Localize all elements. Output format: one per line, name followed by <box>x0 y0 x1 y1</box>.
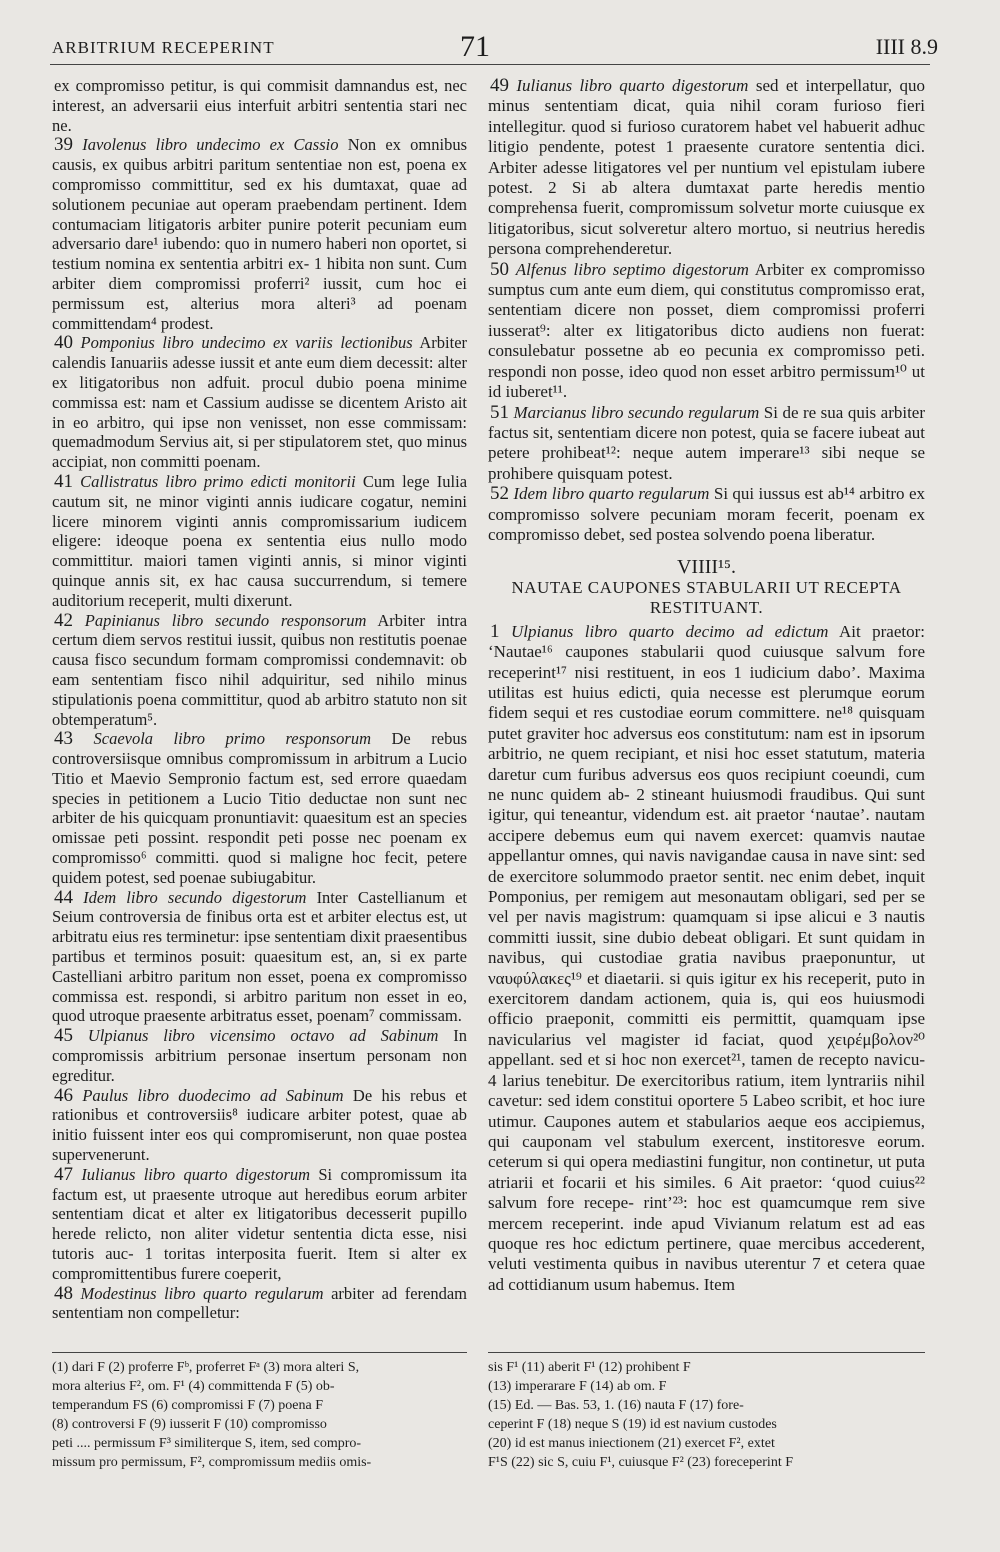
fragment-number: 49 <box>490 75 509 96</box>
fragment-inscription: Idem libro quarto regularum <box>513 484 710 504</box>
page-number: 71 <box>460 30 490 63</box>
fragment-paragraph <box>52 1086 467 1165</box>
fragment-paragraph <box>52 1026 467 1085</box>
fragment-inscription: Ulpianus libro quarto decimo ad edictum <box>510 621 829 641</box>
fragment-text: arbiter ad ferendam sententiam non compelletur: <box>52 1283 467 1323</box>
running-header <box>0 30 1000 66</box>
fragment-paragraph <box>488 76 925 260</box>
fragment-paragraph <box>52 611 467 730</box>
apparatus-line: (8) controversi F (9) iusserit F (10) compromisso <box>52 1417 327 1432</box>
fragment-inscription: Idem libro secundo digestorum <box>83 887 307 907</box>
fragment-inscription: Paulus libro duodecimo ad Sabinum <box>82 1085 344 1105</box>
left-column <box>52 76 467 1323</box>
fragment-text: In compromissis arbitrium personae insertum personam non egreditur. <box>52 1026 468 1085</box>
fragment-paragraph <box>52 888 467 1027</box>
fragment-inscription: Iulianus libro quarto digestorum <box>516 76 749 95</box>
fragment-text: Arbiter calendis Ianuariis adesse iussit et ante eum diem decessit: alter ex litigatoribus non adfuit. procul dubio poena minime commissa est: nam et Cassium audisse se dicentem Aristo ait in eo arbitro, qui ipse non venisset, non esse commissam: quemadmodum Servius ait, si per stipulatorem stet, quo minus accipiat, non committi poenam. <box>52 333 468 472</box>
fragment-paragraph <box>52 333 467 472</box>
fragment-inscription: Callistratus libro primo edicti monitorii <box>80 471 356 491</box>
section-number: VIIII¹⁵. <box>676 556 737 579</box>
fragment-paragraph <box>488 484 925 545</box>
fragment-number: 45 <box>54 1025 73 1047</box>
apparatus-line: peti .... permissum F³ similiterque S, item, sed compro- <box>52 1436 362 1451</box>
fragment-number: 43 <box>54 728 73 750</box>
apparatus-left <box>52 1358 467 1472</box>
fragment-paragraph <box>488 622 925 1295</box>
fragment-number: 50 <box>490 258 509 280</box>
apparatus-line: sis F¹ (11) aberit F¹ (12) prohibent F <box>488 1360 691 1375</box>
fragment-paragraph <box>488 403 925 485</box>
fragment-number: 41 <box>54 470 73 492</box>
apparatus-line: (20) id est manus iniectionem (21) exercet F², extet <box>488 1436 775 1451</box>
section-heading <box>488 557 925 617</box>
fragment-number: 51 <box>490 401 509 423</box>
fragment-text: De rebus controversiisque omnibus compromissum in arbitrum a Lucio Titio et Maevio Sempronio factum est, sed errore quaedam species in petitionem a Lucio Titio deductae non sunt nec arbiter de his quicquam pronuntiavit: quaesitum est an species omissae peti possint. respondit peti posse nec poenam ex compromisso⁶ committi. quod si maligne hoc fecit, petere quidem potest, sed poenae subiugabitur. <box>52 729 467 887</box>
fragment-number: 48 <box>54 1282 73 1304</box>
fragment-number: 47 <box>54 1163 73 1185</box>
section-text <box>488 622 925 1295</box>
fragment-text: Arbiter ex compromisso sumptus cum ante eum diem, qui constitutus compromisso erat, sententiam dicere non posset, diem compromissi proferri iusserat⁹: alter ex litigatoribus dicto audiens non fuerat: consulebatur possetne ab eo pecunia ex compromisso peti. respondi non posse, ideo quod non esset arbitro permissum¹⁰ ut id iuberet¹¹. <box>488 259 926 402</box>
fragment-number: 52 <box>490 483 509 505</box>
apparatus-line: mora alterius F², om. F¹ (4) committenda F (5) ob- <box>52 1379 335 1394</box>
fragment-text: De his rebus et rationibus et controversiis⁸ iudicare arbiter potest, quae ab initio fuissent inter eos qui compromiserunt, non quae postea supervenerunt. <box>52 1085 468 1165</box>
apparatus-line: F¹S (22) sic S, cuiu F¹, cuiusque F² (23) foreceperint F <box>488 1455 793 1470</box>
fragment-inscription: Marcianus libro secundo regularum <box>513 402 760 422</box>
apparatus-line: temperandum FS (6) compromissi F (7) poena F <box>52 1398 324 1413</box>
fragment-text: Non ex omnibus causis, ex quibus arbitri paritum sententiae non est, poena ex compromisso committitur, sed ex his dumtaxat, quae ad solutionem pecuniae aut operam praebendam pertinent. Idem contumaciam litigatoris arbiter punire poterit pecuniam eum adversario dare¹ iubendo: quo in numero haberi non oportet, si testium nomina ex sententia arbitri ex- 1 hibita non sunt. Cum arbiter diem compromissi proferri² iussit, cum hoc ei permissum est, alterius mora alteri³ ad poenam committendam⁴ prodest. <box>52 135 467 333</box>
fragment-paragraph <box>52 1284 467 1324</box>
fragment-paragraph <box>52 472 467 611</box>
fragment-text: Inter Castellianum et Seium controversia de finibus orta est et arbiter electus est, ut arbitratu eius res terminetur: ipse sententiam dixit praesentibus partibus et terminos posuit: quaesitum est, an, si ex parte Castelliani arbitro paritum non esset, poena ex compromisso commissa est. respondi, si arbitro paritum non esset in eo, quod utroque praesente arbitratus esset, poenam⁷ commissam. <box>52 887 467 1026</box>
fragment-paragraph <box>488 260 925 403</box>
fragment-inscription: Ulpianus libro vicensimo octavo ad Sabinum <box>87 1026 439 1046</box>
fragment-number: 42 <box>54 609 73 631</box>
fragment-number: 40 <box>54 332 73 354</box>
fragment-paragraph <box>52 729 467 887</box>
fragment-inscription: Pomponius libro undecimo ex variis lectionibus <box>80 333 413 353</box>
fragment-inscription: Iulianus libro quarto digestorum <box>81 1164 311 1184</box>
fragment-inscription: Papinianus libro secundo responsorum <box>84 610 367 630</box>
fragment-paragraph <box>52 1165 467 1284</box>
apparatus-line: (15) Ed. — Bas. 53, 1. (16) nauta F (17) fore- <box>488 1398 744 1413</box>
fragment-inscription: Modestinus libro quarto regularum <box>80 1283 324 1303</box>
fragment-text: Arbiter intra certum diem servos restitui iussit, quibus non restitutis poenae causa fisco secundum formam compromissi condemnavit: ob eam sententiam fisco nihil adquiritur, sed nihilo minus stipulationis poena committitur, quod ab arbitro statuto non sit obtemperatum⁵. <box>52 610 468 729</box>
fragment-number: 1 <box>490 620 500 642</box>
fragment-paragraph <box>52 135 467 333</box>
fragment-inscription: Scaevola libro primo responsorum <box>93 729 372 749</box>
apparatus-line: (1) dari F (2) proferre Fᵇ, proferret Fᵃ (3) mora alteri S, <box>52 1360 360 1375</box>
right-column <box>488 76 925 1295</box>
fragment-text: Si qui iussus est ab¹⁴ arbitro ex compromisso solvere pecuniam moram fecerit, poenam ex compromisso debet, sed postea solvendo poena liberatur. <box>488 484 925 544</box>
apparatus-line: ceperint F (18) neque S (19) id est navium custodes <box>488 1417 777 1432</box>
fragment-number: 39 <box>54 134 73 156</box>
fragment-inscription: Iavolenus libro undecimo ex Cassio <box>82 135 339 155</box>
fragment-inscription: Alfenus libro septimo digestorum <box>515 259 749 279</box>
footnote-rule-right <box>488 1352 925 1353</box>
running-title: ARBITRIUM RECEPERINT <box>52 38 275 57</box>
fragment-paragraph <box>52 76 467 135</box>
apparatus-right <box>488 1358 925 1472</box>
fragment-text: Si compromissum ita factum est, ut praesente utroque aut heredibus eorum arbiter sententiam dicat et alter ex litigatoribus decesserit pupillo herede relicto, non aliter videtur sententia dicta esse, nisi tutoris auc- 1 toritas interposita fuerit. Item si alter ex compromittentibus furere coeperit, <box>52 1164 467 1283</box>
book-title-reference: IIII 8.9 <box>875 34 938 59</box>
fragment-number: 46 <box>54 1084 73 1106</box>
fragment-text: Cum lege Iulia cautum sit, ne minor viginti annis iudicare cogatur, nemini licere minorem viginti annis compromissarium iudicem eligere: ideoque poena ex sententia eius nullo modo committitur. maiori tamen viginti annis, si minor viginti quinque annis sit, ex hac causa succurrendum, si temere auditorium receperit, multi dixerunt. <box>52 471 468 610</box>
fragment-number: 44 <box>54 886 73 908</box>
apparatus-line: (13) imperarare F (14) ab om. F <box>488 1379 667 1394</box>
right-column-fragments <box>488 76 925 545</box>
fragment-text: Ait praetor: ‘Nautae¹⁶ caupones stabularii quod cuiusque salvum fore receperint¹⁷ nisi restituent, in eos 1 iudicium dabo’. Maxima utilitas est huius edicti, quia necesse est plerumque eorum fidem sequi et res custodiae eorum committere. ne¹⁸ quisquam putet graviter hoc adversus eos constitutum: nam est in ipsorum arbitrio, ne quem recipiant, et nisi hoc esset statutum, materia daretur cum furibus adversus eos quos recipiunt coeundi, cum ne nunc quidem ab- 2 stineant huiusmodi fraudibus. Qui sunt igitur, qui teneantur, videndum est. ait praetor ‘nautae’. nautam accipere debemus eum qui navem exercet: quamvis nautae appellantur omnes, qui navis navigandae causa in nave sint: sed de exercitore solummodo praetor sentit. nec enim debet, inquit Pomponius, per remigem aut mesonautam obligari, sed per se vel per navis magistrum: quamquam si ipse alicui e 3 nautis committi iussit, sine dubio debeat obligari. Et sunt quidam in navibus, qui custodiae gratia navibus praeponuntur, ut ναυφύλακες¹⁹ et diaetarii. si quis igitur ex his receperit, puto in exercitorem dandam actionem, quia is, qui eos huiusmodi officio praeponit, committi eis permittit, quamquam ipse navicularius vel magister id faciat, quod χειρέμβολον²⁰ appellant. sed et si hoc non exercet²¹, tamen de recepto navicu- 4 larius tenebitur. De exercitoribus ratium, item lyntrariis nihil cavetur: sed idem constitui oportere 5 Labeo scribit, et hoc iure utimur. Caupones autem et stabularios aeque eos accipiemus, qui cauponam vel stabulum exercent, institoresve eorum. ceterum si qui opera mediastini fungitur, non continetur, ut puta atriarii et focarii et his similes. 6 Ait praetor: ‘quod cuius²² salvum fore recepe- rint’²³: hoc est quamcumque rem sive mercem receperint. inde apud Vivianum relatum est ad eas quoque res hoc edictum pertinere, quae mercibus accederent, veluti vestimenta quibus in navibus uterentur 7 et cetera quae ad cottidianum usum habemus. Item <box>488 621 925 1294</box>
header-rule <box>50 64 930 65</box>
fragment-text: sed et interpellatur, quo minus sententiam dicat, quia nihil coram furioso fieri intellegitur. quod si furioso curatorem habet vel habuerit adhuc litigio pendente, potest 1 praesente curatore sententia dici. Arbiter adesse litigatores vel per nuntium vel epistulam iubere potest. 2 Si ab altera dumtaxat parte heredis mentio comprehensa fuerit, compromissum solvetur morte cuiusque ex litigatoribus, sicut solveretur altero mortuo, si neutrius heredis persona comprehenderetur. <box>488 76 926 259</box>
footnote-rule-left <box>52 1352 467 1353</box>
section-title: NAUTAE CAUPONES STABULARII UT RECEPTA RESTITUANT. <box>511 577 902 617</box>
fragment-text: Si de re sua quis arbiter factus sit, sententiam dicere non potest, quia se facere iubeat aut petere prohibeat¹²: neque autem imperare¹³ sibi neque se prohibere quisquam potest. <box>488 402 926 483</box>
apparatus-line: missum pro permissum, F², compromissum mediis omis- <box>52 1455 372 1470</box>
fragment-text: ex compromisso petitur, is qui commisit damnandus est, nec interest, an adversarii eius interfuit arbitri sententia stari nec ne. <box>52 76 467 135</box>
